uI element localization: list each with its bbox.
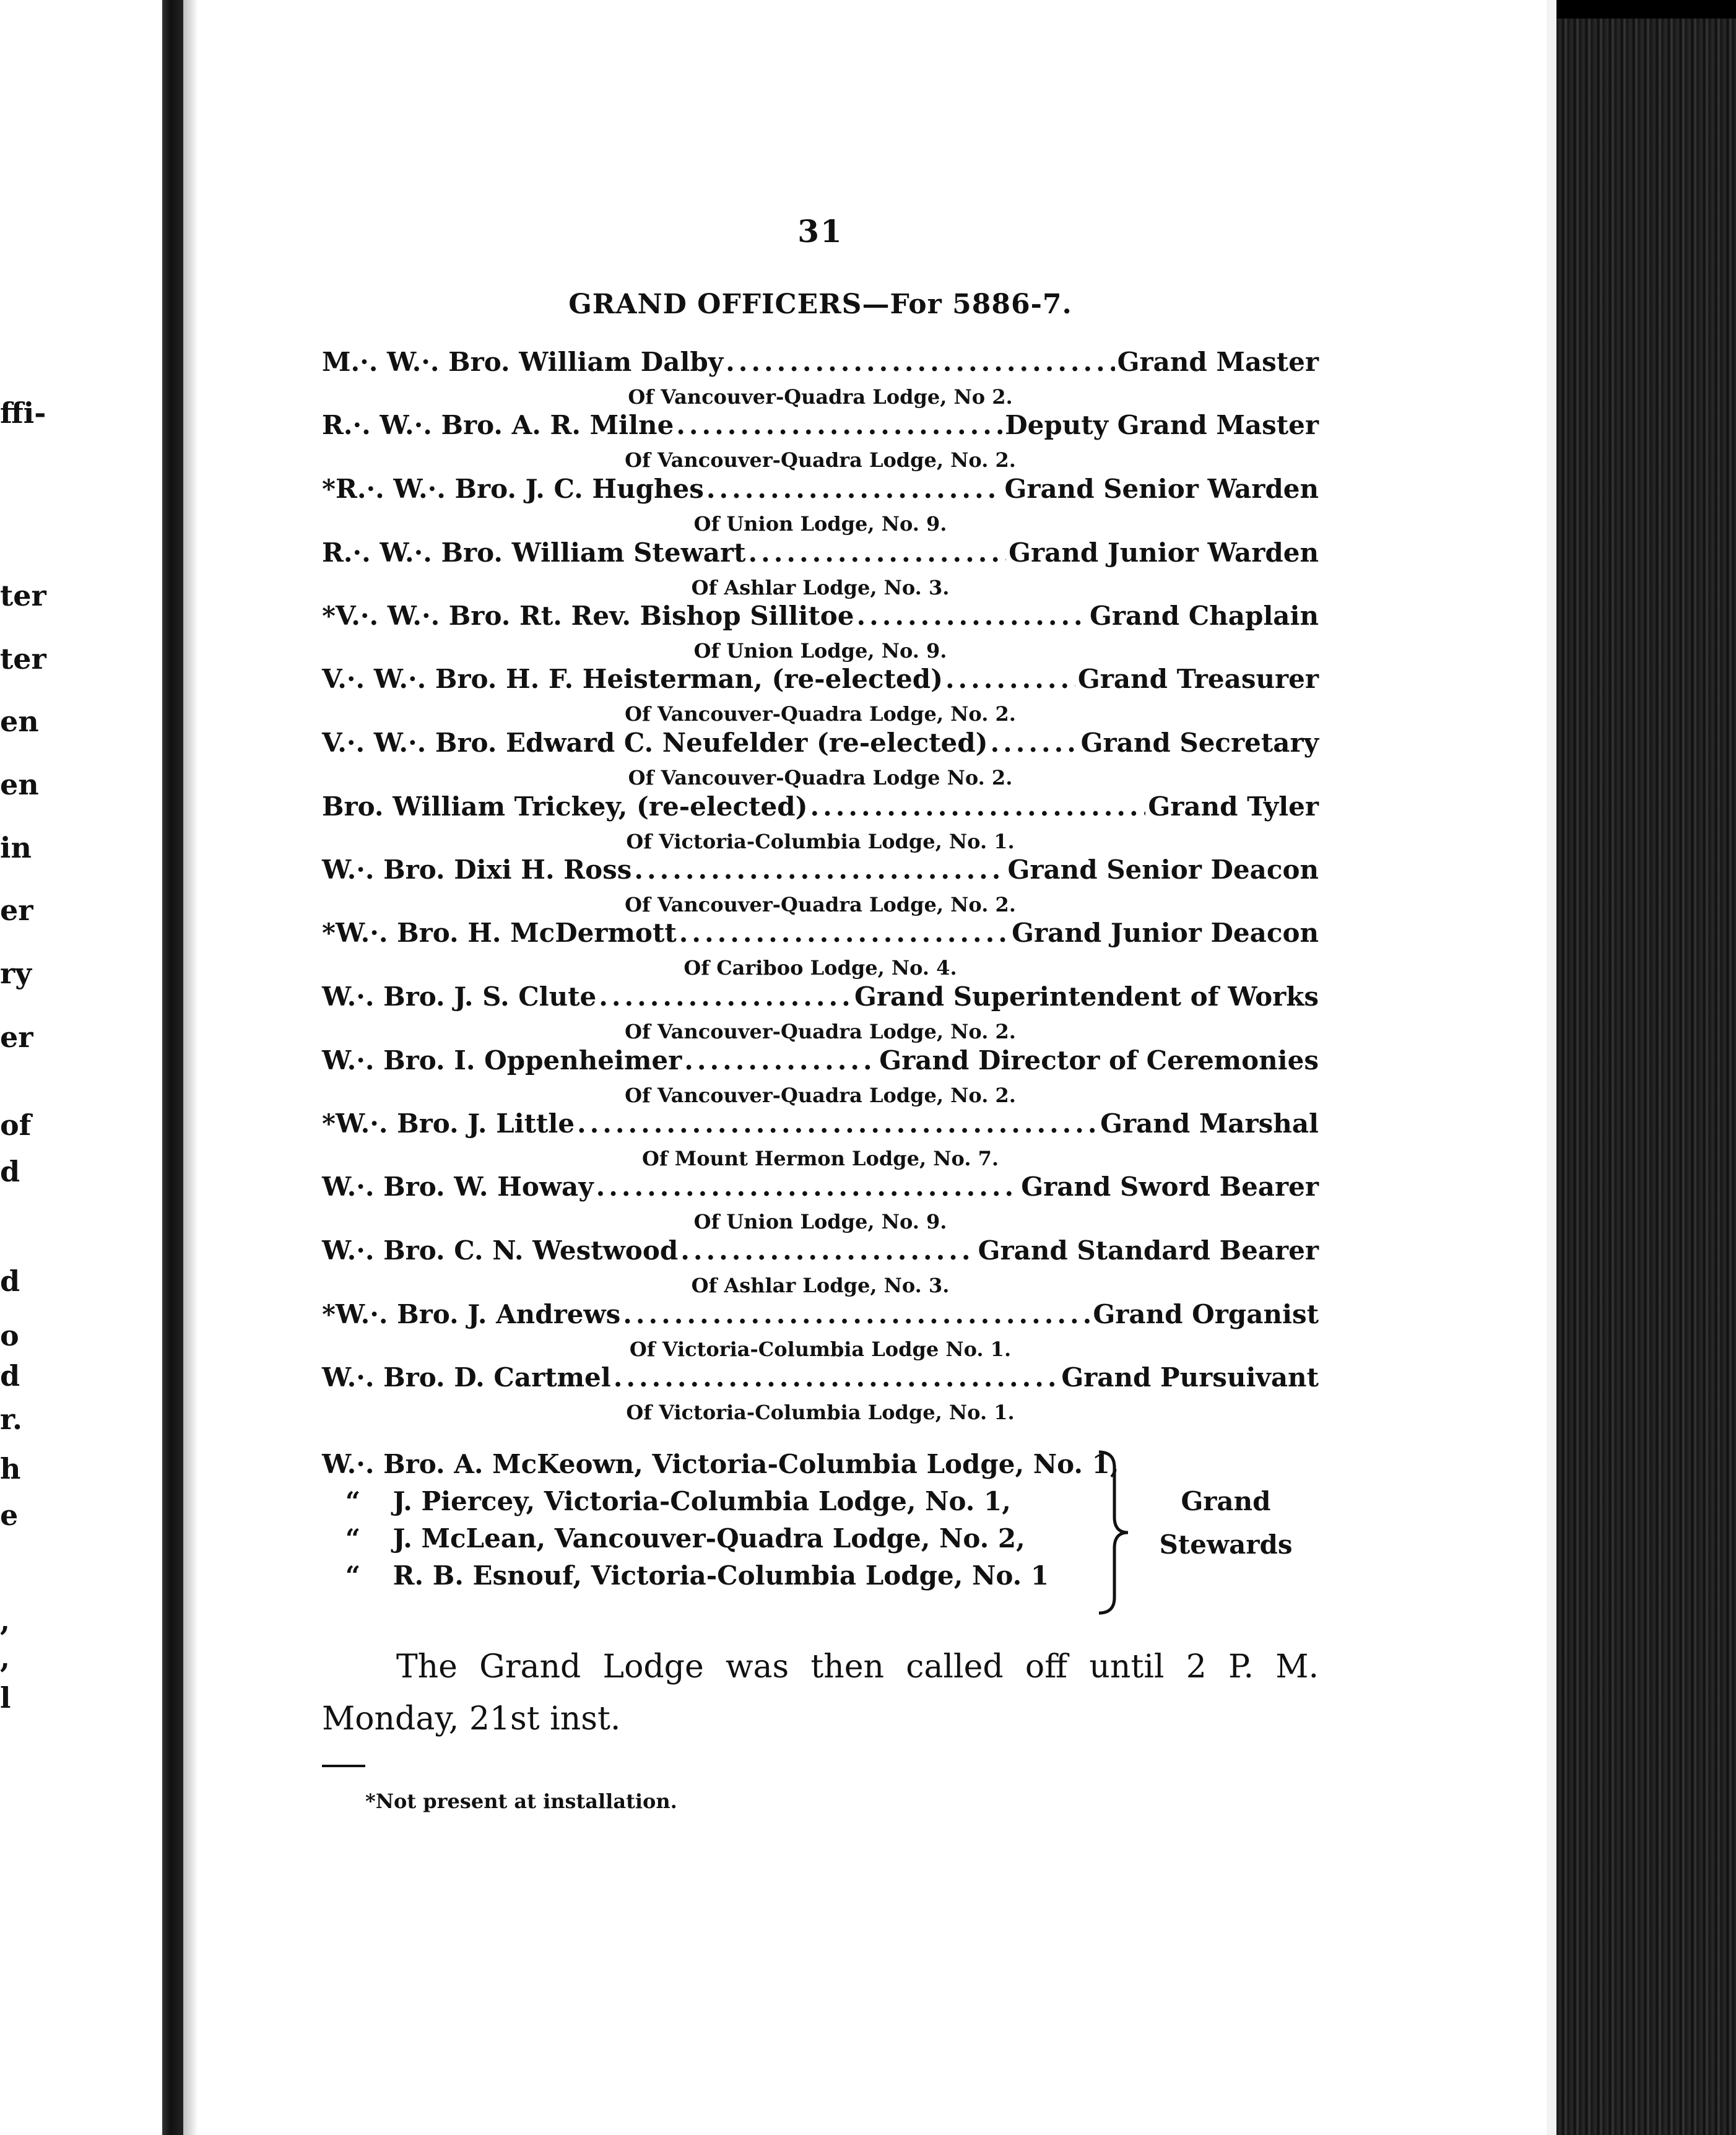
facing-page-fragment: ter	[0, 642, 46, 676]
officer-name: *V.·. W.·. Bro. Rt. Rev. Bishop Sillitoe	[322, 601, 854, 631]
steward-row	[322, 1523, 1025, 1554]
ditto-mark: “	[345, 1486, 361, 1516]
facing-page-fragment: ry	[0, 957, 32, 990]
officer-name: W.·. Bro. W. Howay	[322, 1172, 594, 1202]
officer-lodge: Of Vancouver-Quadra Lodge, No. 2.	[625, 893, 1016, 916]
officer-office: Grand Secretary	[1080, 728, 1319, 758]
facing-page-fragment: o	[0, 1319, 19, 1352]
officer-entry	[322, 347, 1319, 377]
leader-dots	[706, 474, 1002, 504]
grand-stewards-label: Grand	[1181, 1486, 1271, 1516]
facing-page-fragment: r.	[0, 1402, 23, 1436]
officer-name: *W.·. Bro. J. Little	[322, 1108, 575, 1139]
officer-lodge: Of Vancouver-Quadra Lodge, No. 2.	[625, 702, 1016, 726]
leader-dots	[749, 537, 1007, 568]
officer-office: Deputy Grand Master	[1005, 410, 1319, 440]
facing-page-fragment: in	[0, 831, 32, 864]
facing-page-fragment: ter	[0, 579, 46, 612]
steward-text: J. McLean, Vancouver-Quadra Lodge, No. 2,	[393, 1523, 1025, 1554]
facing-page-fragment: en	[0, 705, 39, 738]
facing-page-edge	[0, 0, 162, 2135]
officer-office: Grand Treasurer	[1077, 664, 1319, 694]
officer-lodge: Of Victoria-Columbia Lodge No. 1.	[629, 1337, 1012, 1361]
facing-page-fragment: h	[0, 1452, 21, 1485]
officer-lodge: Of Vancouver-Quadra Lodge, No 2.	[628, 385, 1013, 409]
leader-dots	[599, 981, 852, 1012]
steward-row	[322, 1449, 1119, 1479]
book-gutter	[162, 0, 183, 2135]
officer-lodge: Of Union Lodge, No. 9.	[693, 1210, 947, 1233]
officer-name: R.·. W.·. Bro. William Stewart	[322, 537, 746, 568]
officer-name: *W.·. Bro. H. McDermott	[322, 918, 677, 948]
right-curly-brace	[1096, 1449, 1133, 1616]
leader-dots	[856, 601, 1087, 631]
officer-lodge: Of Victoria-Columbia Lodge, No. 1.	[626, 1401, 1015, 1424]
page-edge	[1547, 0, 1556, 2135]
officer-office: Grand Organist	[1093, 1299, 1319, 1329]
officer-entry	[322, 1235, 1319, 1266]
grand-stewards-label: Stewards	[1159, 1529, 1293, 1560]
closing-paragraph: The Grand Lodge was then called off until 2 P. M. Monday, 21st inst.	[322, 1648, 1319, 1737]
officer-entry	[322, 1045, 1319, 1076]
facing-page-fragment: of	[0, 1108, 32, 1142]
officer-office: Grand Standard Bearer	[978, 1235, 1319, 1266]
facing-page-fragment: ,	[0, 1641, 11, 1674]
officer-entry	[322, 1299, 1319, 1329]
facing-page-fragment: e	[0, 1498, 19, 1532]
facing-page-fragment: er	[0, 1020, 33, 1054]
officer-office: Grand Senior Warden	[1004, 474, 1319, 504]
leader-dots	[676, 410, 1002, 440]
officer-lodge: Of Cariboo Lodge, No. 4.	[684, 956, 957, 980]
officer-lodge: Of Vancouver-Quadra Lodge, No. 2.	[625, 448, 1016, 472]
officer-office: Grand Sword Bearer	[1021, 1172, 1319, 1202]
facing-page-fragment: l	[0, 1681, 11, 1715]
officer-entry	[322, 537, 1319, 568]
page-number: 31	[797, 213, 843, 250]
officer-entry	[322, 918, 1319, 948]
officer-name: V.·. W.·. Bro. Edward C. Neufelder (re-elected)	[322, 728, 988, 758]
book-page-stack	[1556, 19, 1736, 2135]
officer-office: Grand Master	[1117, 347, 1319, 377]
officer-name: *W.·. Bro. J. Andrews	[322, 1299, 621, 1329]
page-heading: GRAND OFFICERS—For 5886-7.	[568, 289, 1072, 320]
footnote: *Not present at installation.	[365, 1789, 677, 1813]
officer-entry	[322, 410, 1319, 440]
officer-entry	[322, 664, 1319, 694]
officer-lodge: Of Victoria-Columbia Lodge, No. 1.	[626, 830, 1015, 853]
officer-entry	[322, 981, 1319, 1012]
leader-dots	[684, 1045, 877, 1076]
officer-office: Grand Junior Warden	[1009, 537, 1319, 568]
facing-page-fragment: d	[0, 1155, 20, 1188]
steward-text: A. McKeown, Victoria-Columbia Lodge, No. 1,	[454, 1449, 1119, 1479]
leader-dots	[991, 728, 1078, 758]
leader-dots	[945, 664, 1075, 694]
officer-lodge: Of Vancouver-Quadra Lodge, No. 2.	[625, 1084, 1016, 1107]
gutter-shadow	[183, 0, 198, 2135]
officer-lodge: Of Vancouver-Quadra Lodge, No. 2.	[625, 1020, 1016, 1043]
officer-entry	[322, 791, 1319, 822]
officer-office: Grand Marshal	[1100, 1108, 1319, 1139]
officer-office: Grand Junior Deacon	[1012, 918, 1319, 948]
footnote-rule	[322, 1765, 365, 1767]
leader-dots	[623, 1299, 1090, 1329]
grand-stewards-block	[322, 1449, 1319, 1635]
officer-name: W.·. Bro. Dixi H. Ross	[322, 854, 632, 885]
officer-office: Grand Chaplain	[1090, 601, 1319, 631]
leader-dots	[680, 1235, 975, 1266]
ditto-mark: “	[345, 1523, 361, 1554]
officer-lodge: Of Union Lodge, No. 9.	[693, 512, 947, 536]
steward-text: J. Piercey, Victoria-Columbia Lodge, No. 1,	[393, 1486, 1011, 1516]
steward-prefix: W.·. Bro.	[322, 1449, 445, 1479]
officer-office: Grand Director of Ceremonies	[879, 1045, 1319, 1076]
leader-dots	[634, 854, 1005, 885]
officer-name: W.·. Bro. J. S. Clute	[322, 981, 597, 1012]
officer-entry	[322, 474, 1319, 504]
officer-lodge: Of Ashlar Lodge, No. 3.	[691, 576, 950, 599]
officer-name: V.·. W.·. Bro. H. F. Heisterman, (re-elected)	[322, 664, 943, 694]
facing-page-fragment: er	[0, 894, 33, 927]
officer-entry	[322, 1172, 1319, 1202]
officer-office: Grand Senior Deacon	[1007, 854, 1319, 885]
officer-name: Bro. William Trickey, (re-elected)	[322, 791, 808, 822]
officer-lodge: Of Ashlar Lodge, No. 3.	[691, 1274, 950, 1297]
steward-text: R. B. Esnouf, Victoria-Columbia Lodge, No. 1	[393, 1560, 1049, 1591]
officer-office: Grand Pursuivant	[1061, 1362, 1319, 1393]
leader-dots	[726, 347, 1115, 377]
steward-row	[322, 1560, 1049, 1591]
steward-row	[322, 1486, 1011, 1516]
officer-office: Grand Superintendent of Works	[854, 981, 1319, 1012]
officer-entry	[322, 854, 1319, 885]
facing-page-fragment: en	[0, 768, 39, 801]
officer-office: Grand Tyler	[1148, 791, 1319, 822]
officer-name: W.·. Bro. D. Cartmel	[322, 1362, 611, 1393]
leader-dots	[614, 1362, 1059, 1393]
officer-entry	[322, 1362, 1319, 1393]
ditto-mark: “	[345, 1560, 361, 1591]
officer-entry	[322, 601, 1319, 631]
officer-lodge: Of Union Lodge, No. 9.	[693, 639, 947, 663]
facing-page-fragment: ,	[0, 1604, 11, 1637]
officer-name: W.·. Bro. C. N. Westwood	[322, 1235, 679, 1266]
officer-entry	[322, 728, 1319, 758]
officer-name: *R.·. W.·. Bro. J. C. Hughes	[322, 474, 704, 504]
leader-dots	[810, 791, 1145, 822]
facing-page-fragment: d	[0, 1359, 20, 1393]
officer-lodge: Of Mount Hermon Lodge, No. 7.	[641, 1147, 999, 1170]
facing-page-fragment: d	[0, 1264, 20, 1298]
leader-dots	[577, 1108, 1098, 1139]
facing-page-fragment: ffi-	[0, 396, 46, 430]
officer-name: R.·. W.·. Bro. A. R. Milne	[322, 410, 674, 440]
leader-dots	[679, 918, 1009, 948]
officer-entry	[322, 1108, 1319, 1139]
leader-dots	[596, 1172, 1019, 1202]
officer-name: W.·. Bro. I. Oppenheimer	[322, 1045, 682, 1076]
officer-name: M.·. W.·. Bro. William Dalby	[322, 347, 724, 377]
officer-lodge: Of Vancouver-Quadra Lodge No. 2.	[628, 766, 1013, 789]
